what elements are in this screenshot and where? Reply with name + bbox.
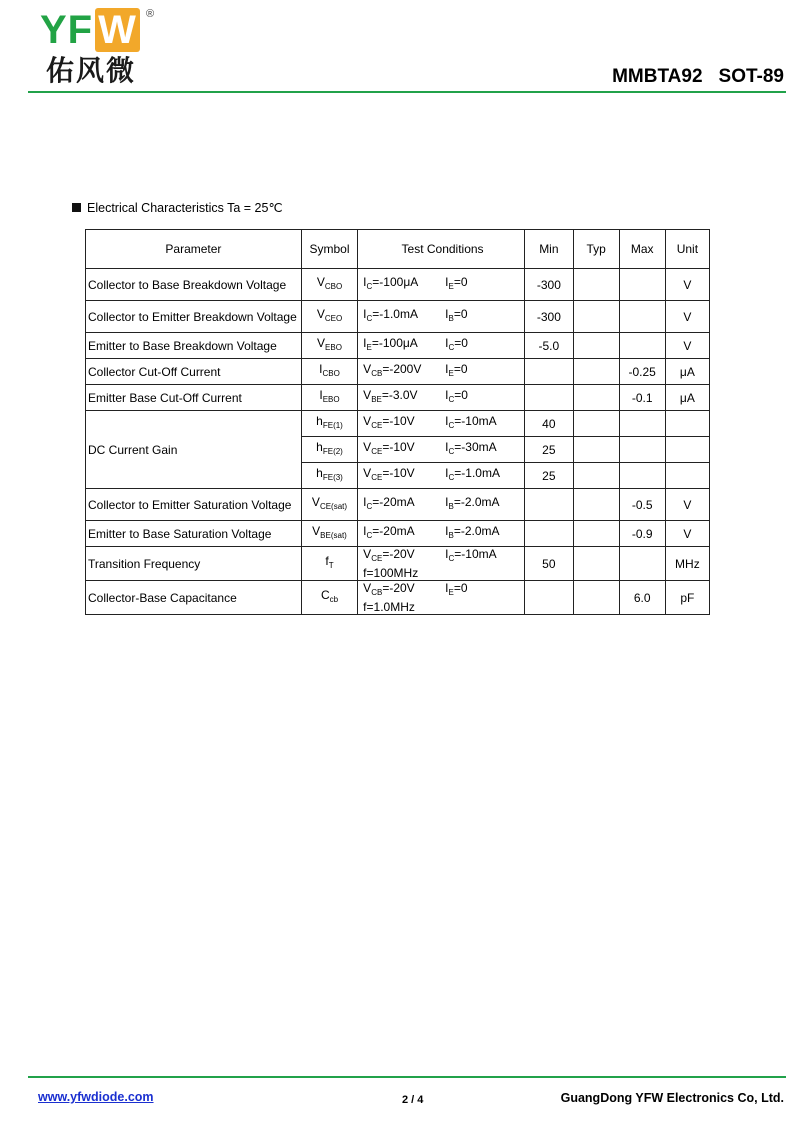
unit-cell: MHz xyxy=(665,547,709,581)
param-cell: DC Current Gain xyxy=(86,411,302,489)
conditions-cell: $V_{CE}=-10V$ $I_C=-10mA$ xyxy=(358,411,525,437)
conditions-cell: $V_{CE}=-10V$ $I_C=-30mA$ xyxy=(358,437,525,463)
conditions-cell: $V_{CB}=-20V$ $I_E=0$ f=1.0MHz xyxy=(358,581,525,615)
conditions-cell: $I_C=-1.0mA$ $I_B=0$ xyxy=(358,301,525,333)
symbol-cell: $I_{EBO}$ xyxy=(301,385,357,411)
unit-cell: μA xyxy=(665,359,709,385)
min-cell: 40 xyxy=(524,411,573,437)
table-row xyxy=(86,333,710,359)
typ-cell xyxy=(573,385,619,411)
symbol-cell: $C_{cb}$ xyxy=(301,581,357,615)
conditions-cell: $I_E=-100\mu A$ $I_C=0$ xyxy=(358,333,525,359)
max-cell: 6.0 xyxy=(619,581,665,615)
package-name: SOT-89 xyxy=(718,66,784,87)
symbol-cell: $h_{FE(1)}$ xyxy=(301,411,357,437)
header-rule xyxy=(28,91,786,93)
symbol-cell: $f_T$ xyxy=(301,547,357,581)
max-cell xyxy=(619,301,665,333)
section-title: Electrical Characteristics Ta = 25℃ xyxy=(72,200,282,215)
table-row xyxy=(86,359,710,385)
website-link[interactable]: www.yfwdiode.com xyxy=(38,1090,154,1104)
table-header-row xyxy=(86,230,710,269)
unit-cell: V xyxy=(665,269,709,301)
table-row xyxy=(86,301,710,333)
unit-cell: μA xyxy=(665,385,709,411)
max-cell: -0.9 xyxy=(619,521,665,547)
max-cell xyxy=(619,411,665,437)
max-cell xyxy=(619,437,665,463)
logo-chinese-name: 佑风微 xyxy=(46,54,137,87)
min-cell xyxy=(524,385,573,411)
param-cell: Collector Cut-Off Current xyxy=(86,359,302,385)
typ-cell xyxy=(573,463,619,489)
min-cell: -5.0 xyxy=(524,333,573,359)
max-cell: -0.5 xyxy=(619,489,665,521)
typ-cell xyxy=(573,547,619,581)
typ-cell xyxy=(573,411,619,437)
min-cell xyxy=(524,521,573,547)
header-conditions: Test Conditions xyxy=(358,230,525,269)
conditions-cell: $V_{BE}=-3.0V$ $I_C=0$ xyxy=(358,385,525,411)
param-cell: Collector to Base Breakdown Voltage xyxy=(86,269,302,301)
header-parameter: Parameter xyxy=(86,230,302,269)
min-cell: 50 xyxy=(524,547,573,581)
header-typ: Typ xyxy=(573,230,619,269)
symbol-cell: $V_{CEO}$ xyxy=(301,301,357,333)
min-cell: 25 xyxy=(524,437,573,463)
param-cell: Emitter to Base Breakdown Voltage xyxy=(86,333,302,359)
unit-cell: V xyxy=(665,521,709,547)
company-name: GuangDong YFW Electronics Co, Ltd. xyxy=(560,1091,784,1105)
min-cell xyxy=(524,489,573,521)
symbol-cell: $I_{CBO}$ xyxy=(301,359,357,385)
param-cell: Collector-Base Capacitance xyxy=(86,581,302,615)
max-cell xyxy=(619,269,665,301)
conditions-cell: $I_C=-20mA$ $I_B=-2.0mA$ xyxy=(358,489,525,521)
min-cell: 25 xyxy=(524,463,573,489)
symbol-cell: $h_{FE(3)}$ xyxy=(301,463,357,489)
registered-mark: ® xyxy=(146,8,155,20)
symbol-cell: $V_{EBO}$ xyxy=(301,333,357,359)
param-cell: Emitter to Base Saturation Voltage xyxy=(86,521,302,547)
typ-cell xyxy=(573,581,619,615)
typ-cell xyxy=(573,437,619,463)
header-symbol: Symbol xyxy=(301,230,357,269)
param-cell: Emitter Base Cut-Off Current xyxy=(86,385,302,411)
company-logo xyxy=(40,8,170,90)
table-row xyxy=(86,547,710,581)
part-number: MMBTA92 xyxy=(612,66,703,87)
typ-cell xyxy=(573,301,619,333)
table-row xyxy=(86,385,710,411)
typ-cell xyxy=(573,489,619,521)
conditions-cell: $V_{CE}=-10V$ $I_C=-1.0mA$ xyxy=(358,463,525,489)
param-cell: Collector to Emitter Saturation Voltage xyxy=(86,489,302,521)
table-row xyxy=(86,489,710,521)
max-cell xyxy=(619,547,665,581)
min-cell xyxy=(524,359,573,385)
min-cell: -300 xyxy=(524,301,573,333)
table-row xyxy=(86,521,710,547)
max-cell: -0.1 xyxy=(619,385,665,411)
bullet-square-icon xyxy=(72,203,81,212)
typ-cell xyxy=(573,521,619,547)
typ-cell xyxy=(573,359,619,385)
conditions-cell: $V_{CE}=-20V$ $I_C=-10mA$ f=100MHz xyxy=(358,547,525,581)
unit-cell xyxy=(665,437,709,463)
conditions-cell: $V_{CB}=-200V$ $I_E=0$ xyxy=(358,359,525,385)
param-cell: Collector to Emitter Breakdown Voltage xyxy=(86,301,302,333)
table-row xyxy=(86,411,710,437)
typ-cell xyxy=(573,269,619,301)
min-cell xyxy=(524,581,573,615)
max-cell xyxy=(619,463,665,489)
symbol-cell: $h_{FE(2)}$ xyxy=(301,437,357,463)
typ-cell xyxy=(573,333,619,359)
document-title xyxy=(612,66,784,88)
unit-cell: pF xyxy=(665,581,709,615)
unit-cell: V xyxy=(665,489,709,521)
header-min: Min xyxy=(524,230,573,269)
conditions-cell: $I_C=-100\mu A$ $I_E=0$ xyxy=(358,269,525,301)
symbol-cell: $V_{BE(sat)}$ xyxy=(301,521,357,547)
logo-wordmark: YF W xyxy=(40,8,140,52)
unit-cell xyxy=(665,463,709,489)
header-max: Max xyxy=(619,230,665,269)
header-unit: Unit xyxy=(665,230,709,269)
electrical-characteristics-table xyxy=(85,229,710,615)
unit-cell: V xyxy=(665,301,709,333)
max-cell xyxy=(619,333,665,359)
page-number: 2 / 4 xyxy=(402,1094,424,1106)
footer-rule xyxy=(28,1076,786,1078)
param-cell: Transition Frequency xyxy=(86,547,302,581)
unit-cell: V xyxy=(665,333,709,359)
conditions-cell: $I_C=-20mA$ $I_B=-2.0mA$ xyxy=(358,521,525,547)
unit-cell xyxy=(665,411,709,437)
table-row xyxy=(86,581,710,615)
symbol-cell: $V_{CE(sat)}$ xyxy=(301,489,357,521)
max-cell: -0.25 xyxy=(619,359,665,385)
min-cell: -300 xyxy=(524,269,573,301)
symbol-cell: $V_{CBO}$ xyxy=(301,269,357,301)
table-row xyxy=(86,269,710,301)
